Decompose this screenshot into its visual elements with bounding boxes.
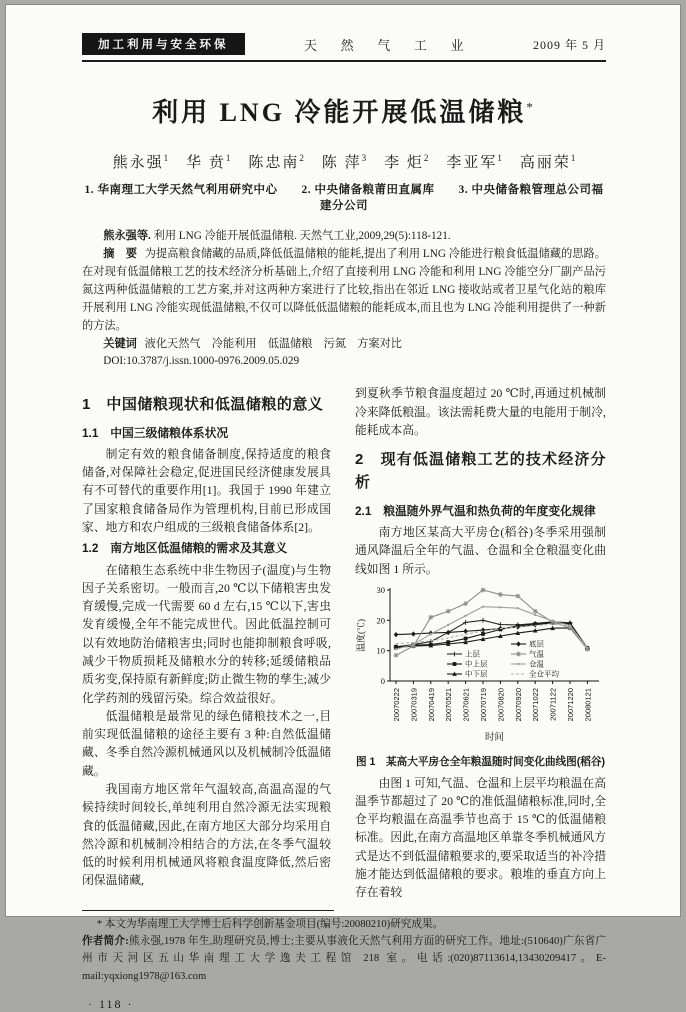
author-bio	[82, 933, 606, 985]
paragraph: 我国南方地区常年气温较高,高温高湿的气候持续时间较长,单纯利用自然冷源无法实现粮食的低温储藏,因此,在南方地区大部分均采用自然冷源和机械制冷相结合的方法,在冬季气温较低的时候利用机械通风将粮食温度降低,然后密闭保温储藏,	[82, 781, 331, 888]
svg-text:20070719: 20070719	[479, 687, 488, 722]
left-column	[82, 384, 331, 901]
svg-text:20: 20	[376, 615, 385, 626]
page-content	[6, 5, 680, 1012]
paragraph: 由图 1 可知,气温、仓温和上层平均粮温在高温季节都超过了 20 ℃的准低温储粮标准,同时,全仓平均粮温在高温季节也高于 15 ℃的低温储粮标准。因此,在南方高温地区单靠冬季机械通风方式是达不到低温储粮要求的,要采取适当的补冷措施才能达到低温储粮的要求。粮堆的垂直方向上存在着较	[355, 775, 606, 900]
figure1-chart	[355, 584, 606, 748]
two-column-body	[82, 384, 606, 901]
issue-date: 2009 年 5 月	[532, 37, 606, 52]
article-title-text: 利用 LNG 冷能开展低温储粮	[152, 98, 527, 127]
figure-1-caption: 图 1 某高大平房仓全年粮温随时间变化曲线图(稻谷)	[356, 756, 605, 769]
author-name: 高丽荣$^1$	[519, 153, 576, 171]
author-name: 李 炬$^2$	[384, 153, 429, 171]
author-bio-text: 熊永强,1978 年生,助理研究员,博士;主要从事液化天然气利用方面的研究工作。地址:(510640)广东省广州市天河区五山华南理工大学逸夫工程馆 218 室。电话:(020)87113614,13430209417。E-mail:yqxiong1978@163.com	[82, 935, 606, 982]
footnote-rule	[82, 910, 334, 911]
section-2-1-heading: 2.1 粮温随外界气温和热负荷的年度变化规律	[355, 503, 596, 518]
svg-text:20070319: 20070319	[409, 687, 419, 722]
svg-text:20070820: 20070820	[496, 687, 506, 722]
page-number: · 118 ·	[88, 997, 134, 1012]
author-name: 华 贲$^1$	[186, 153, 231, 171]
section-2-heading: 2 现有低温储粮工艺的技术经济分析	[355, 451, 606, 492]
svg-text:底层: 底层	[529, 639, 544, 649]
author-name: 陈忠南$^2$	[248, 153, 304, 171]
right-column	[355, 384, 606, 901]
svg-text:上层: 上层	[465, 649, 480, 659]
author-bio-label: 作者简介:	[82, 935, 129, 947]
svg-text:20070920: 20070920	[513, 687, 523, 722]
svg-text:30: 30	[376, 584, 385, 595]
svg-text:0: 0	[380, 675, 385, 686]
section-1-1-heading: 1.1 中国三级储粮体系状况	[82, 425, 229, 440]
page-header	[82, 33, 606, 55]
svg-text:仓温: 仓温	[529, 659, 544, 669]
doi-line: DOI:10.3787/j.issn.1000-0976.2009.05.029	[103, 355, 300, 368]
section-1-heading: 1 中国储粮现状和低温储粮的意义	[82, 396, 324, 414]
author-name: 李亚军$^1$	[446, 153, 502, 171]
author-name: 熊永强$^1$	[112, 153, 169, 171]
citation-line	[82, 228, 606, 246]
meta-block	[82, 228, 606, 371]
title-footnote-mark: *	[526, 99, 536, 115]
authors-line	[82, 151, 606, 172]
keywords-label: 关键词	[103, 337, 137, 350]
journal-name: 天 然 气 工 业	[304, 37, 474, 53]
column-section-badge: 加工利用与安全环保	[82, 33, 245, 55]
funding-note: * 本文为华南理工大学博士后科学创新基金项目(编号:20080210)研究成果。	[96, 918, 444, 930]
header-rule	[82, 60, 606, 62]
svg-text:时间: 时间	[484, 732, 505, 743]
svg-text:20071122: 20071122	[548, 687, 558, 721]
citation-authors: 熊永强等.	[103, 230, 151, 242]
abstract-paragraph	[82, 246, 606, 336]
svg-text:20070521: 20070521	[444, 687, 454, 722]
figure-1	[355, 584, 606, 771]
svg-text:全仓平均: 全仓平均	[529, 669, 559, 679]
svg-text:20071022: 20071022	[531, 687, 541, 722]
svg-text:气温: 气温	[529, 649, 544, 659]
paragraph-continuation: 到夏秋季节粮食温度超过 20 ℃时,再通过机械制冷来降低粮温。该法需耗费大量的电能用于制冷,能耗成本高。	[355, 386, 606, 437]
svg-text:中上层: 中上层	[465, 659, 488, 669]
keywords-line	[82, 336, 606, 354]
paragraph: 制定有效的粮食储备制度,保持适度的粮食储备,对保障社会稳定,促进国民经济健康发展具有不可替代的重要作用[1]。我国于 1990 年建立了国家粮食储备局作为管理机构,目前已形成国家、地方和农户组成的三级粮食储备体系[2]。	[82, 446, 331, 535]
paragraph: 低温储粮是最常见的绿色储粮技术之一,目前实现低温储粮的途径主要有 3 种:自然低温储藏、冬季自然冷源机械通风以及机械制冷低温储藏。	[82, 708, 331, 778]
svg-text:中下层: 中下层	[465, 669, 488, 679]
scanned-page	[5, 4, 681, 1012]
citation-rest: 利用 LNG 冷能开展低温储粮. 天然气工业,2009,29(5):118-121.	[150, 230, 451, 242]
svg-text:20070621: 20070621	[461, 687, 471, 722]
svg-text:20071220: 20071220	[566, 687, 575, 722]
svg-text:温度(℃): 温度(℃)	[356, 618, 366, 652]
author-name: 陈 萍$^3$	[321, 153, 367, 171]
section-1-2-heading: 1.2 南方地区低温储粮的需求及其意义	[82, 541, 288, 556]
abstract-label: 摘 要	[103, 247, 137, 260]
keywords-text: 液化天然气 冷能利用 低温储粮 污氮 方案对比	[144, 337, 402, 350]
paragraph: 南方地区某高大平房仓(稻谷)冬季采用强制通风降温后全年的气温、仓温和全仓粮温变化曲线如图 1 所示。	[355, 525, 606, 576]
footnote-block	[82, 916, 606, 986]
abstract-text: 为提高粮食储藏的品质,降低低温储粮的能耗,提出了利用 LNG 冷能进行粮食低温储藏的思路。在对现有低温储粮工艺的技术经济分析基础上,介绍了直接利用 LNG 冷能和利用 LNG 冷能空分厂副产品污氮这两种低温储粮的工艺方案,并对这两种方案进行了比较,指出在邻近 LNG 接收站或者卫星气化站的粮库开展利用 LNG 冷能实现低温储粮,不仅可以降低低温储粮的能耗成本,而且也为 LNG 冷能利用提供了一种新的方法。	[82, 247, 606, 332]
affiliations-line: 1. 华南理工大学天然气利用研究中心 2. 中央储备粮莆田直属库 3. 中央储备粮管理总公司福建分公司	[84, 184, 604, 212]
svg-text:20070222: 20070222	[392, 687, 401, 722]
paragraph: 在储粮生态系统中非生物因子(温度)与生物因子关系密切。一般而言,20 ℃以下储粮害虫发育缓慢,完成一代需要 60 d 左右,15 ℃以下,害虫发育缓慢,全年不能完成世代。因此低温控制可以有效地防治储粮害虫;同时也能抑制粮食呼吸,减少干物质损耗及储粮水分的转移;延缓储粮品质劣变,保持原有新鲜度;防止微生物的孳生;减少化学药剂的残留污染。综合效益很好。	[82, 562, 331, 705]
svg-text:20070419: 20070419	[426, 687, 436, 722]
article-title	[82, 92, 606, 129]
svg-text:20080121: 20080121	[583, 687, 593, 722]
svg-text:10: 10	[376, 645, 385, 656]
